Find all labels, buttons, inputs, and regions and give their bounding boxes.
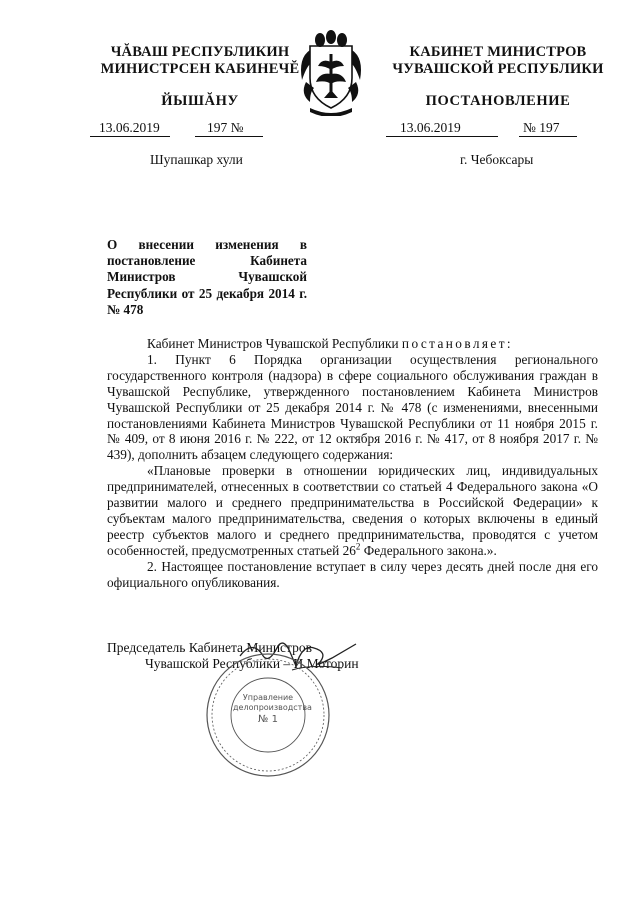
header-left-org (100, 44, 300, 78)
coat-of-arms-icon (296, 28, 366, 116)
header-left-city: Шупашкар хули (150, 152, 243, 167)
body-intro-org: Кабинет Министров Чувашской Республики (147, 336, 399, 351)
header-right-doc-type: ПОСТАНОВЛЕНИЕ (425, 93, 571, 109)
body-quote (107, 463, 598, 558)
signature-title: Председатель Кабинета Министров (107, 640, 312, 655)
header-right-date-line (386, 120, 498, 137)
body-quote-sup: 2 (355, 541, 361, 552)
signature-republic: Чувашской Республики (145, 656, 281, 671)
header-right-line1: КАБИНЕТ МИНИСТРОВ (409, 44, 587, 60)
body-quote-main: «Плановые проверки в отношении юридических лиц, индивидуальных предпринимателей, отнесенных в соответствии со статьей 4 Федерального закона «О развитии малого и среднего предпринимательства в Российской Федерации» к субъектам малого предпринимательства, сведения о которых включены в единый реестр субъектов малого и среднего предпринимательства, проводятся с учетом особенностей, предусмотренных статьей 26 (107, 463, 598, 558)
body-intro-verb: постановляет: (401, 336, 514, 351)
header-right-org (382, 44, 614, 78)
header-left-number-line (195, 120, 263, 137)
body-paragraph-1: 1. Пункт 6 Порядка организации осуществления регионального государственного контроля (надзора) в сфере социального обслуживания граждан в Чувашской Республике, утвержденного постановлением Кабинета Министров Чувашской Республики от 25 декабря 2014 г. № 478 (с изменениями, внесенными постановлениями Кабинета Министров Чувашской Республики от 11 ноября 2015 г. № 409, от 8 июня 2016 г. № 222, от 12 октября 2016 г. № 417, от 8 ноября 2017 г. № 439), дополнить абзацем следующего содержания: (107, 351, 598, 463)
header-right-city: г. Чебоксары (460, 152, 534, 167)
header-left-line2: МИНИСТРСЕН КАБИНЕЧĔ (100, 61, 300, 77)
body-intro (107, 336, 598, 352)
signature-name: И.Моторин (293, 656, 359, 671)
emblem (296, 28, 366, 116)
official-stamp (203, 650, 333, 780)
stamp-line1: Управление (242, 693, 294, 702)
header-left-date: 13.06.2019 (99, 120, 160, 135)
body-quote-end: Федерального закона.». (360, 542, 497, 558)
header-right-date: 13.06.2019 (400, 120, 461, 135)
body-paragraph-2: 2. Настоящее постановление вступает в силу через десять дней после дня его официального опубликования. (107, 558, 598, 590)
header-left-number: 197 № (207, 120, 244, 135)
header-left-doc-type: ЙЫШĂНУ (161, 93, 239, 109)
document-body (107, 336, 598, 591)
header-left-line1: ЧĂВАШ РЕСПУБЛИКИН (110, 44, 290, 60)
header-right-number-line (519, 120, 577, 137)
header-left-date-line (90, 120, 170, 137)
document-subject: О внесении изменения в постановление Кабинета Министров Чувашской Республики от 25 декабря 2014 г. № 478 (107, 237, 307, 317)
stamp-line3: № 1 (258, 714, 278, 725)
stamp-line2: делопроизводства (233, 703, 312, 712)
header-right-line2: ЧУВАШСКОЙ РЕСПУБЛИКИ (392, 61, 604, 77)
header-right-number: № 197 (523, 120, 560, 135)
signature-dash: – (283, 656, 291, 671)
stamp-text (233, 693, 312, 725)
